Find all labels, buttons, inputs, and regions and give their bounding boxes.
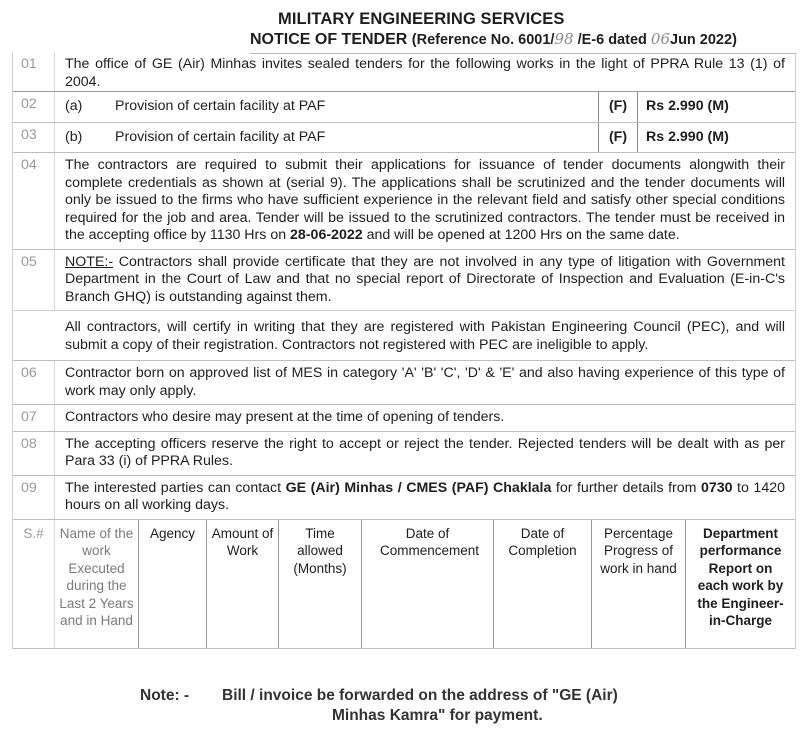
note-label: NOTE:- xyxy=(65,253,114,270)
work-name: Provision of certain facility at PAF xyxy=(115,98,326,114)
item-09 xyxy=(13,476,795,520)
text-part: Contractors shall provide certificate that they are not involved in any type of litigation with Government Department in the Court of Law and that no special report of Directorate of Inspection and Evaluation (E-in-C's Branch GHQ) is outstanding against them. xyxy=(65,253,785,305)
item-03 xyxy=(13,123,795,154)
tender-body xyxy=(12,52,796,649)
item-text xyxy=(55,250,795,311)
work-type: (F) xyxy=(598,123,637,153)
item-number: 07 xyxy=(13,405,55,431)
notice-title xyxy=(250,30,795,54)
note-line-2: Minhas Kamra" for payment. xyxy=(332,707,543,724)
item-text: Contractor born on approved list of MES in category 'A' 'B' 'C', 'D' & 'E' and also having experience of this type of work may only apply. xyxy=(65,365,785,399)
item-text: The office of GE (Air) Minhas invites sealed tenders for the following works in the light of PPRA Rule 13 (1) of 2004. xyxy=(65,56,785,90)
ref-close: Jun 2022) xyxy=(670,32,737,48)
col-agency: Agency xyxy=(139,520,207,648)
work-label: (b) xyxy=(65,128,83,145)
ref-handwritten: 98 xyxy=(554,30,574,48)
item-02 xyxy=(13,91,795,123)
col-performance-report: Department performance Report on each work by the Engineer-in-Charge xyxy=(697,525,784,628)
col-time-allowed: Time allowed (Months) xyxy=(279,520,362,648)
ref-mid: /E-6 dated xyxy=(573,32,651,48)
item-08 xyxy=(13,432,795,476)
item-number: 06 xyxy=(13,361,55,404)
credentials-table-header xyxy=(13,520,795,649)
item-text xyxy=(55,476,795,519)
item-number: 02 xyxy=(13,92,55,122)
notice-header xyxy=(250,10,795,54)
col-serial: S.# xyxy=(13,520,55,648)
item-05-pec: All contractors, will certify in writing that they are registered with Pakistan Engineering Council (PEC), and will submit a copy of their registration. Contractors not registered with PEC are ineligible to apply. xyxy=(13,310,795,361)
footer-note xyxy=(140,686,700,726)
col-date-completion: Date of Completion xyxy=(494,520,592,648)
notice-prefix: NOTICE OF TENDER xyxy=(250,31,408,48)
submission-date: 28-06-2022 xyxy=(290,227,363,243)
item-number: 05 xyxy=(13,250,55,311)
text-part: to 1420 hours on all working days. xyxy=(65,479,785,513)
item-number: 04 xyxy=(13,153,55,249)
time-from: 0730 xyxy=(700,479,733,496)
text-part: The contractors are required to submit their applications for issuance of tender documents alongwith their complete credentials as shown at (serial 9). The applications shall be scrutinized and the tender documents will only be issued to the firms who have sufficient experience in the relevant field and satisfy other special conditions required for the job and area. Tender will be issued to the scrutinized contractors. The tender must be received in the accepting office by 1130 Hrs on xyxy=(65,157,785,243)
col-progress: Percentage Progress of work in hand xyxy=(592,520,686,648)
item-text: Contractors who desire may present at the time of opening of tenders. xyxy=(65,409,505,425)
item-number: 08 xyxy=(13,432,55,475)
work-amount: Rs 2.990 (M) xyxy=(637,92,795,122)
item-06 xyxy=(13,361,795,405)
item-number: 01 xyxy=(13,52,55,91)
ref-open: (Reference No. 6001/ xyxy=(411,32,555,48)
work-type: (F) xyxy=(598,92,637,122)
item-number: 03 xyxy=(13,123,55,153)
contact-offices: GE (Air) Minhas / CMES (PAF) Chaklala xyxy=(285,479,552,496)
item-07 xyxy=(13,405,795,432)
work-label: (a) xyxy=(65,98,83,114)
item-04 xyxy=(13,153,795,250)
item-text xyxy=(55,153,795,249)
reference-number xyxy=(412,32,737,48)
work-name: Provision of certain facility at PAF xyxy=(115,128,326,145)
text-part: The interested parties can contact xyxy=(65,479,286,496)
text-part: and will be opened at 1200 Hrs on the same date. xyxy=(362,227,680,243)
item-text: The accepting officers reserve the right to accept or reject the tender. Rejected tenders will be dealt with as per Para 33 (i) of PPRA Rules. xyxy=(65,435,785,469)
item-05 xyxy=(13,250,795,311)
note-line-1: Bill / invoice be forwarded on the address of "GE (Air) xyxy=(222,687,618,704)
note-label: Note: - xyxy=(140,687,190,704)
org-title: MILITARY ENGINEERING SERVICES xyxy=(278,10,565,28)
col-date-commencement: Date of Commencement xyxy=(362,520,494,648)
item-number: 09 xyxy=(13,476,55,519)
text-part: for further details from xyxy=(551,479,701,496)
work-amount: Rs 2.990 (M) xyxy=(637,123,795,153)
item-01 xyxy=(13,52,795,91)
col-amount: Amount of Work xyxy=(207,520,279,648)
col-work-name: Name of the work Executed during the Last 2 Years and in Hand xyxy=(55,520,139,648)
date-handwritten: 06 xyxy=(650,30,670,48)
